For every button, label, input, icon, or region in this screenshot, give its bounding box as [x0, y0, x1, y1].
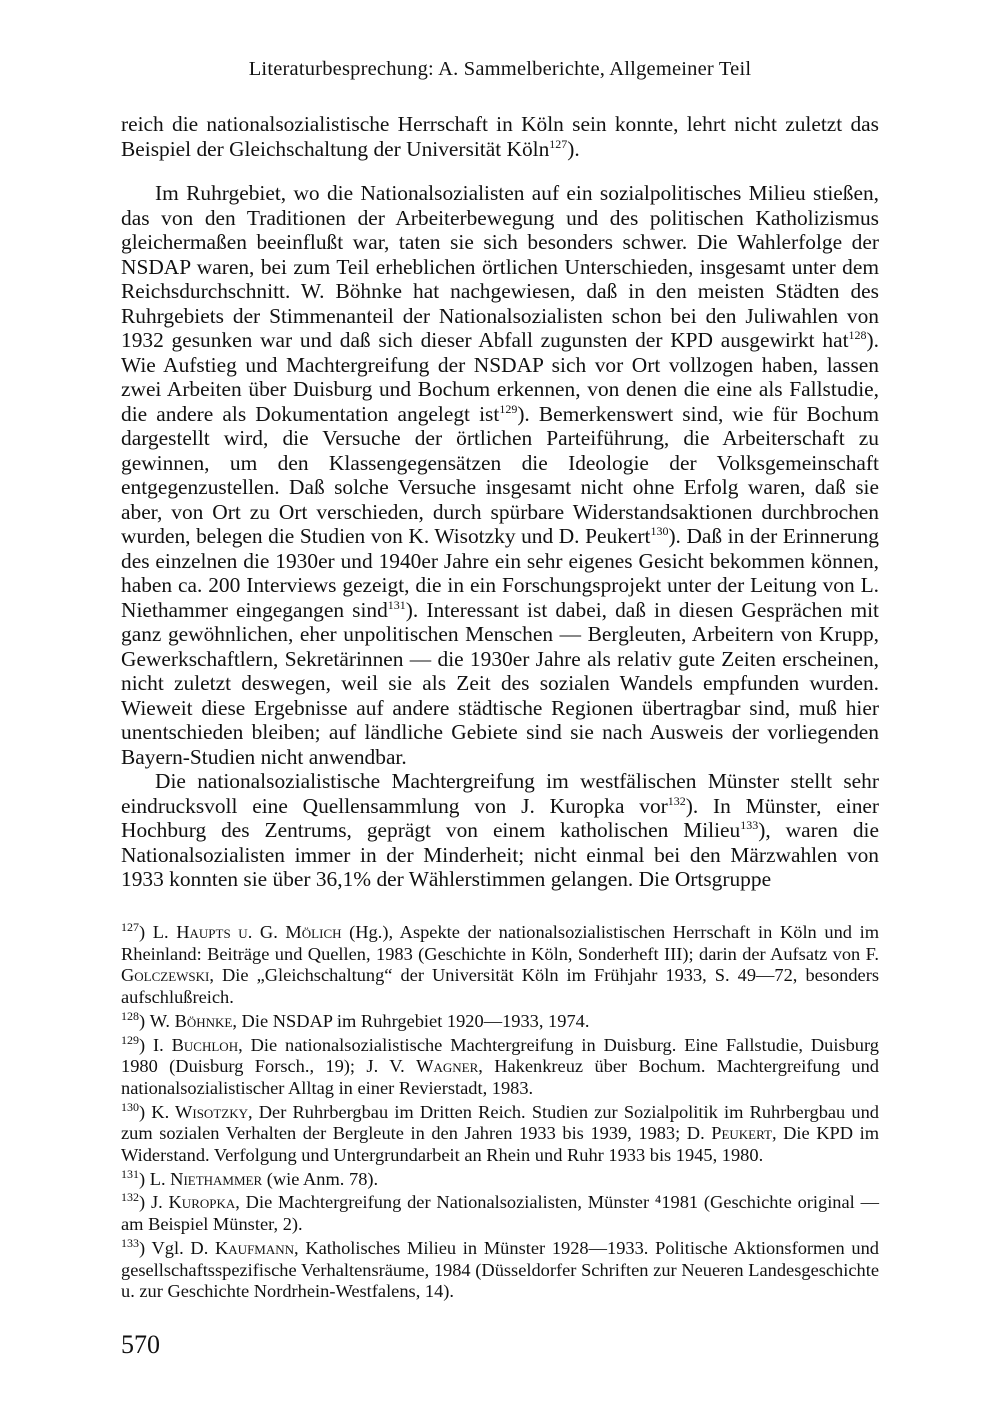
paragraph-2: Im Ruhrgebiet, wo die Nationalsozialisten auf ein sozialpolitisches Milieu stießen, das von den Traditionen der Arbeiterbewegung und des politischen Katholizismus gleichermaßen beeinflußt war, taten sie sich besonders schwer. Die Wahlerfolge der NSDAP waren, bei zum Teil erheblichen örtlichen Unterschieden, insgesamt unter dem Reichsdurchschnitt. W. Böhnke hat nachgewiesen, daß in den meisten Städten des Ruhrgebiets der Stimmenanteil der Nationalsozialisten schon bei den Juliwahlen von 1932 gesunken war und daß sich dieser Abfall zugunsten der KPD ausgewirkt hat$^{128}$). Wie Aufstieg und Machtergreifung der NSDAP sich vor Ort vollzogen haben, lassen zwei Arbeiten über Duisburg und Bochum erkennen, von denen die eine als Fallstudie, die andere als Dokumentation angelegt ist$^{129}$). Bemerkenswert sind, wie für Bochum dargestellt wird, die Versuche der örtlichen Parteiführung, die Arbeiterschaft zu gewinnen, um den Klassengegensätzen die Ideologie der Volksgemeinschaft entgegenzustellen. Daß solche Versuche insgesamt nicht ohne Erfolg waren, daß sie aber, von Ort zu Ort verschieden, durch spürbare Widerstandsaktionen durchbrochen wurden, belegen die Studien von K. Wisotzky und D. Peukert$^{130}$). Daß in der Erinnerung des einzelnen die 1930er und 1940er Jahre ein sehr eigenes Gesicht bekommen können, haben ca. 200 Interviews gezeigt, die in ein Forschungsprojekt unter der Leitung von L. Niethammer eingegangen sind$^{131}$). Interessant ist dabei, daß in diesen Gesprächen mit ganz gewöhnlichen, eher unpolitischen Menschen — Bergleuten, Arbeitern von Krupp, Gewerkschaftlern, Sekretärinnen — die 1930er Jahre als relativ gute Zeiten erscheinen, nicht zuletzt deswegen, weil sie als Zeit des sozialen Wandels empfunden wurden. Wieweit diese Ergebnisse auf andere städtische Regionen übertragbar sind, muß hier unentschieden bleiben; auf ländliche Gebiete sind sie nach Ausweis der vorliegenden Bayern-Studien nicht anwendbar. [121, 181, 880, 769]
running-header: Literaturbesprechung: A. Sammelberichte, Allgemeiner Teil [248, 58, 752, 80]
main-text [121, 112, 879, 892]
footnote-ref-132[interactable]: 132 [667, 793, 686, 808]
footnote-ref-129[interactable]: 129 [499, 401, 518, 416]
footnotes [121, 919, 880, 1305]
footnote-ref-133[interactable]: 133 [740, 817, 759, 832]
footnote-127: $^{127}$) L. Haupts u. G. Mölich (Hg.), Aspekte der nationalsozialistischen Herrschaft in Köln und im Rheinland: Beiträge und Quellen, 1983 (Geschichte in Köln, Sonderheft III); darin der Aufsatz von F. Golczewski, Die „Gleichschaltung“ der Universität Köln im Frühjahr 1933, S. 49—72, besonders aufschlußreich. [121, 919, 880, 1008]
footnote-133: $^{133}$) Vgl. D. Kaufmann, Katholisches Milieu in Münster 1928—1933. Politische Aktionsformen und gesellschaftsspezifische Verhaltensräume, 1984 (Düsseldorfer Schriften zur Neueren Landesgeschichte u. zur Geschichte Nordrhein-Westfalens, 14). [121, 1235, 880, 1302]
page-number: 570 [121, 1330, 160, 1359]
footnote-130: $^{130}$) K. Wisotzky, Der Ruhrbergbau im Dritten Reich. Studien zur Sozialpolitik im Ruhrbergbau und zum sozialen Verhalten der Bergleute in den Jahren 1933 bis 1939, 1983; D. Peukert, Die KPD im Widerstand. Verfolgung und Untergrundarbeit an Rhein und Ruhr 1933 bis 1945, 1980. [121, 1099, 879, 1166]
footnote-129: $^{129}$) I. Buchloh, Die nationalsozialistische Machtergreifung in Duisburg. Eine Fallstudie, Duisburg 1980 (Duisburg Forsch., 19); J. V. Wagner, Hakenkreuz über Bochum. Machtergreifung und nationalsozialistischer Alltag in einer Revierstadt, 1983. [121, 1032, 879, 1098]
footnote-132: $^{132}$) J. Kuropka, Die Machtergreifung der Nationalsozialisten, Münster ⁴1981 (Geschichte original — am Beispiel Münster, 2). [121, 1190, 879, 1235]
footnote-ref-130[interactable]: 130 [650, 523, 669, 538]
footnote-ref-128[interactable]: 128 [848, 327, 867, 342]
paragraph-3: Die nationalsozialistische Machtergreifung im westfälischen Münster stellt sehr eindrucksvoll eine Quellensammlung von J. Kuropka vor$^{132}$). In Münster, einer Hochburg des Zentrums, geprägt von einem katholischen Milieu$^{133}$), waren die Nationalsozialisten immer in der Minderheit; nicht einmal bei den Märzwahlen von 1933 konnten sie über 36,1% der Wählerstimmen gelangen. Die Ortsgruppe [121, 769, 880, 891]
footnote-128: $^{128}$) W. Böhnke, Die NSDAP im Ruhrgebiet 1920—1933, 1974. [121, 1008, 590, 1031]
footnote-ref-127[interactable]: 127 [549, 136, 568, 151]
footnote-131: $^{131}$) L. Niethammer (wie Anm. 78). [121, 1166, 379, 1189]
paragraph-1: reich die nationalsozialistische Herrschaft in Köln sein konnte, lehrt nicht zuletzt das Beispiel der Gleichschaltung der Universität Köln$^{127}$). [121, 112, 879, 161]
footnote-ref-131[interactable]: 131 [387, 597, 406, 612]
